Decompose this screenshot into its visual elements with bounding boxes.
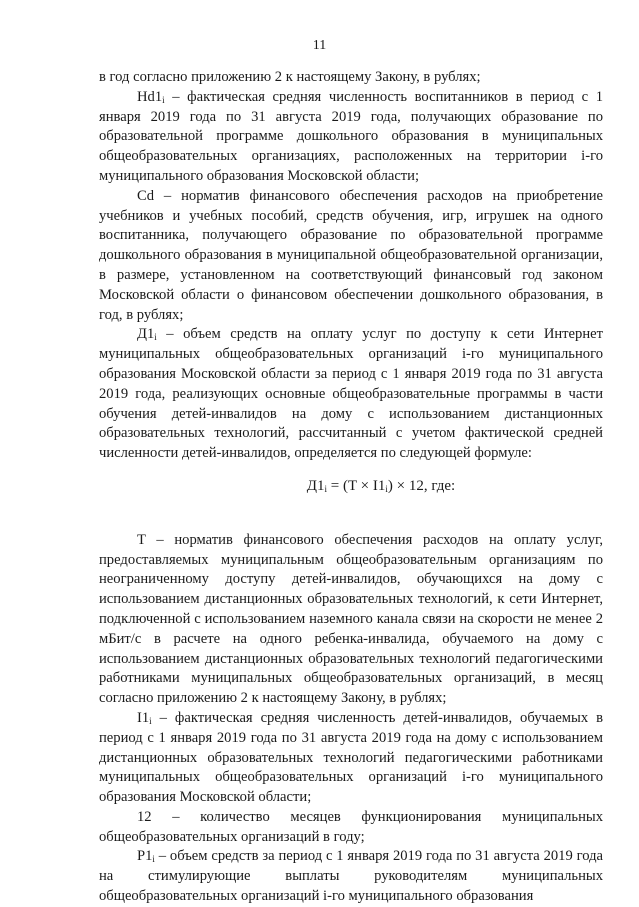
document-body (99, 68, 603, 907)
paragraph-hd1 (99, 88, 603, 187)
paragraph-text: T – норматив финансового обеспечения расходов на оплату услуг, предоставляемых муниципальным общеобразовательным организациям по неограниченному доступу детей-инвалидов, обучающихся на дому с использованием дистанционных образовательных технологий, к сети Интернет, подключенной с использованием наземного канала связи на скорости не менее 2 мБит/с в расчете на одного ребенка-инвалида, обучаемого на дому с использованием дистанционных образовательных технологий педагогическими работниками муниципальных общеобразовательных организаций, в месяц согласно приложению 2 к настоящему Закону, в рублях; (99, 531, 603, 707)
paragraph-cd (99, 187, 603, 326)
paragraph-text: Cd – норматив финансового обеспечения расходов на приобретение учебников и учебных пособий, средств обучения, игр, игрушек на одного воспитанника, получающего образование по образовательной программе дошкольного образования в муниципальной общеобразовательной организации, в размере, установленном на соответствующий финансовый год законом Московской области о финансовом обеспечении дошкольного образования, в год, в рублях; (99, 187, 603, 323)
formula-part: Д1 (306, 477, 325, 494)
formula-part: ) × 12, где: (387, 477, 456, 494)
symbol: I1 (137, 709, 150, 726)
subscript: i (162, 94, 165, 105)
paragraph-text: – фактическая средняя численность воспитанников в период с 1 января 2019 года по 31 августа 2019 года, получающих образование по образовательной программе дошкольного образования в муниципальных общеобразовательных организациях, расположенных на территории i-го муниципального образования Московской области; (99, 88, 603, 184)
paragraph-p1 (99, 847, 603, 906)
paragraph-text: – объем средств на оплату услуг по доступу к сети Интернет муниципальных общеобразовательных организаций i-го муниципального образования Московской области за период с 1 января 2019 года по 31 августа 2019 года, реализующих основные общеобразовательные программы в части обучения детей-инвалидов на дому с использованием дистанционных образовательных технологий, рассчитанный с учетом фактической средней численности детей-инвалидов, определяется по следующей формуле: (99, 326, 603, 462)
paragraph-continuation (99, 68, 603, 88)
paragraph-d1 (99, 325, 603, 464)
paragraph-12 (99, 808, 603, 848)
paragraph-text: в год согласно приложению 2 к настоящему Закону, в рублях; (99, 69, 481, 85)
paragraph-i1 (99, 709, 603, 808)
paragraph-t (99, 531, 603, 709)
symbol: Д1 (137, 326, 155, 343)
paragraph-text: – объем средств за период с 1 января 2019 года по 31 августа 2019 года на стимулирующие выплаты руководителям муниципальных общеобразовательных организаций i-го муниципального образования (99, 848, 603, 905)
subscript: i (149, 715, 152, 726)
subscript: i (152, 854, 155, 865)
symbol: Hd1 (137, 88, 163, 105)
subscript: i (154, 332, 157, 343)
subscript: i (324, 483, 328, 494)
paragraph-text: 12 – количество месяцев функционирования муниципальных общеобразовательных организаций в году; (99, 808, 603, 845)
symbol: P1 (137, 848, 153, 865)
subscript: i (385, 483, 388, 494)
paragraph-text: – фактическая средняя численность детей-инвалидов, обучаемых в период с 1 января 2019 года по 31 августа 2019 года на дому с использованием дистанционных образовательных технологий педагогическими работниками муниципальных общеобразовательных организаций i-го муниципального образования Московской области; (99, 709, 603, 806)
page-number: 11 (312, 38, 327, 53)
formula (99, 477, 603, 497)
formula-part: = (T × I1 (327, 477, 386, 494)
